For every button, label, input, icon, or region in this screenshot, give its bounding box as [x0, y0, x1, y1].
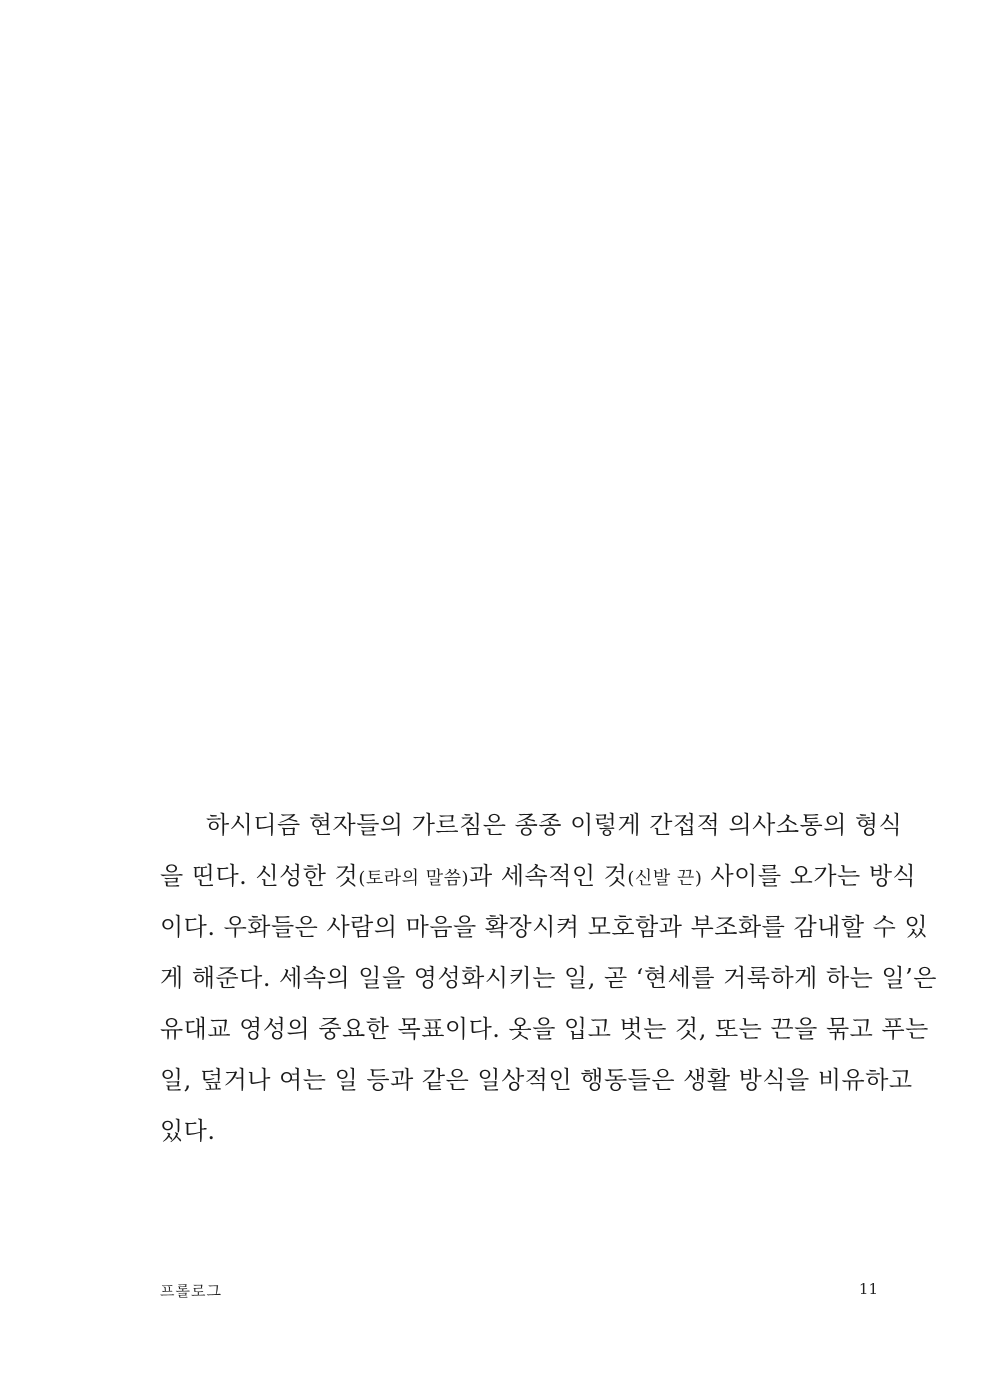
paragraph-line-4: 게 해준다. 세속의 일을 영성화시키는 일, 곧 ‘현세를 거룩하게 하는 일’은 [160, 964, 937, 992]
body-paragraph [160, 800, 937, 1157]
paragraph-line-6: 일, 덮거나 여는 일 등과 같은 일상적인 행동들은 생활 방식을 비유하고 [160, 1066, 913, 1094]
line-2-text-a: 을 띤다. 신성한 것 [160, 862, 359, 890]
paragraph-line-2 [160, 851, 917, 902]
line-2-annotation-torah: (토라의 말씀) [358, 868, 470, 889]
running-footer-section-title: 프롤로그 [160, 1282, 222, 1300]
line-2-text-c: 과 세속적인 것 [469, 862, 628, 890]
paragraph-line-5: 유대교 영성의 중요한 목표이다. 옷을 입고 벗는 것, 또는 끈을 묶고 푸는 [160, 1015, 929, 1043]
paragraph-line-7: 있다. [160, 1117, 216, 1145]
page-number: 11 [858, 1280, 878, 1298]
line-2-annotation-shoelace: (신발 끈) [627, 868, 703, 889]
paragraph-line-1: 하시디즘 현자들의 가르침은 종종 이렇게 간접적 의사소통의 형식 [206, 811, 903, 839]
paragraph-line-3: 이다. 우화들은 사람의 마음을 확장시켜 모호함과 부조화를 감내할 수 있 [160, 913, 929, 941]
line-2-text-e: 사이를 오가는 방식 [702, 862, 917, 890]
